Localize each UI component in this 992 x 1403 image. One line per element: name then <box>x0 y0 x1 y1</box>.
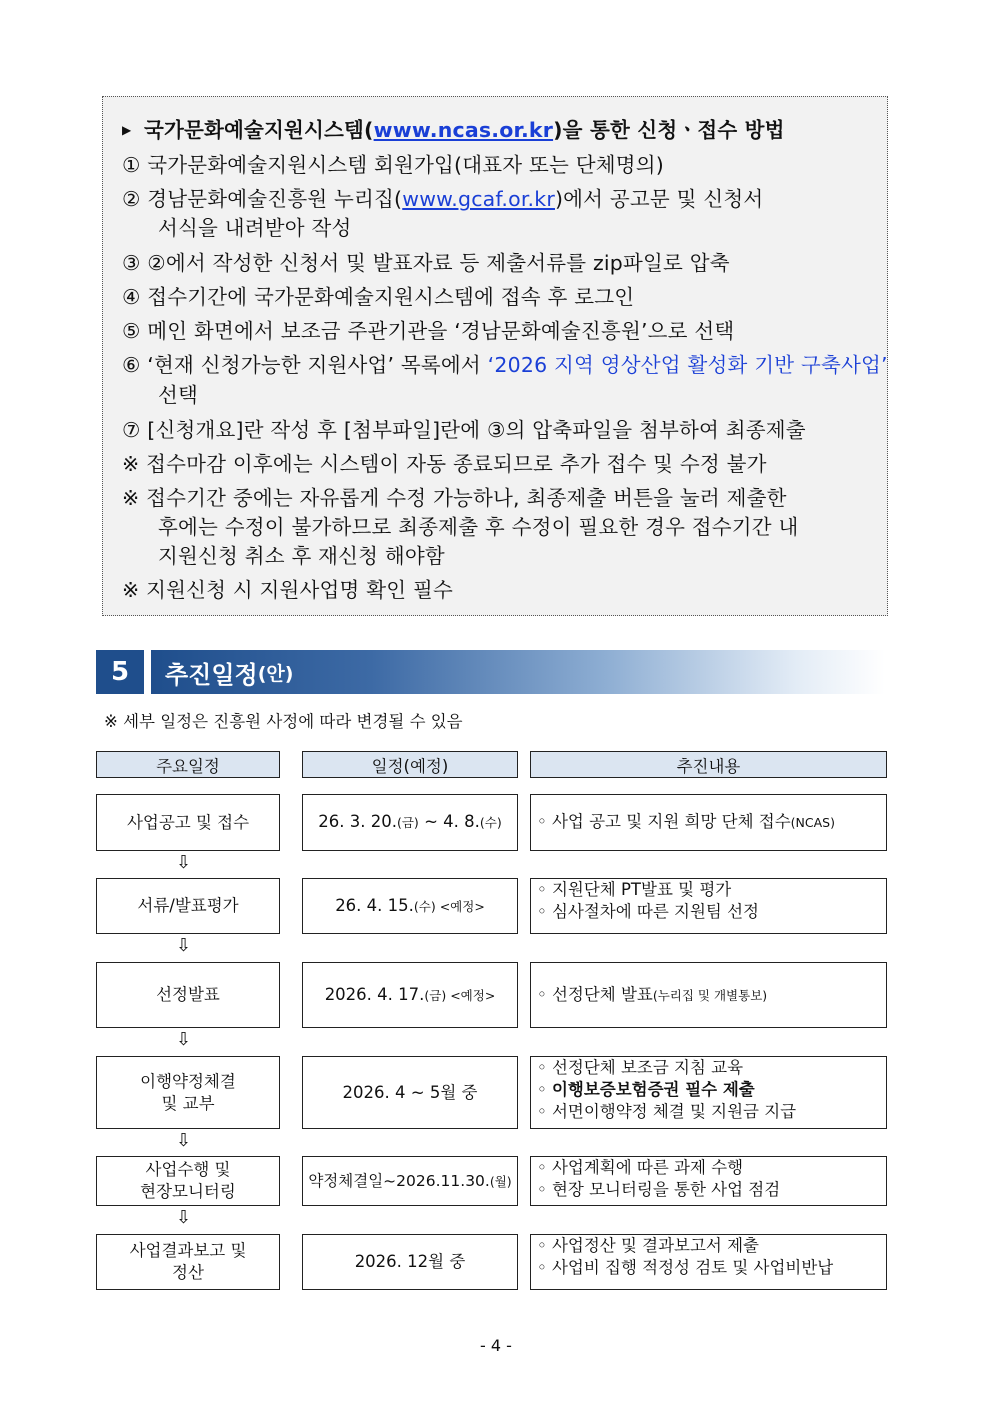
down-arrow-icon: ⇩ <box>176 1029 192 1050</box>
note-2: ※ 접수기간 중에는 자유롭게 수정 가능하나, 최종제출 버튼을 눌러 제출한 <box>122 486 787 510</box>
step-4: ④ 접수기간에 국가문화예술지원시스템에 접속 후 로그인 <box>122 285 635 309</box>
row6-content: ◦ 사업정산 및 결과보고서 제출 ◦ 사업비 집행 적정성 검토 및 사업비반납 <box>530 1234 887 1290</box>
row2-content: ◦ 지원단체 PT발표 및 평가 ◦ 심사절차에 따른 지원팀 선정 <box>530 878 887 934</box>
row4-content: ◦ 선정단체 보조금 지침 교육 ◦ 이행보증보험증권 필수 제출 ◦ 서면이행약정 체결 및 지원금 지급 <box>530 1056 887 1129</box>
row1-stage: 사업공고 및 접수 <box>96 794 280 851</box>
row6-stage: 사업결과보고 및 정산 <box>96 1234 280 1290</box>
row3-date: 2026. 4. 17.(금) <예정> <box>302 962 518 1028</box>
step-2: ② 경남문화예술진흥원 누리집(www.gcaf.or.kr)에서 공고문 및 신청서 <box>122 187 764 211</box>
section-title-suffix: (안) <box>257 662 294 685</box>
step-3: ③ ②에서 작성한 신청서 및 발표자료 등 제출서류를 zip파일로 압축 <box>122 251 730 275</box>
page-number: - 4 - <box>480 1336 512 1355</box>
note-1: ※ 접수마감 이후에는 시스템이 자동 종료되므로 추가 접수 및 수정 불가 <box>122 452 767 476</box>
step-5: ⑤ 메인 화면에서 보조금 주관기관을 ‘경남문화예술진흥원’으로 선택 <box>122 319 735 343</box>
row5-date: 약정체결일~2026.11.30.(월) <box>302 1156 518 1206</box>
row3-content: ◦ 선정단체 발표(누리집 및 개별통보) <box>530 962 887 1028</box>
header-stage: 주요일정 <box>96 751 280 778</box>
apply-box-heading: ▶ 국가문화예술지원시스템(www.ncas.or.kr)을 통한 신청ㆍ접수 방법 <box>122 118 785 142</box>
row1-date: 26. 3. 20.(금) ~ 4. 8.(수) <box>302 794 518 851</box>
down-arrow-icon: ⇩ <box>176 852 192 873</box>
row4-stage: 이행약정체결 및 교부 <box>96 1056 280 1129</box>
step-6-cont: 선택 <box>158 383 199 407</box>
note-2-cont-1: 후에는 수정이 불가하므로 최종제출 후 수정이 필요한 경우 접수기간 내 <box>158 515 799 539</box>
section-title: 추진일정 <box>165 660 258 689</box>
row6-date: 2026. 12월 중 <box>302 1234 518 1290</box>
row5-stage: 사업수행 및 현장모니터링 <box>96 1156 280 1206</box>
section-number: 5 <box>96 650 144 694</box>
section-title-bar <box>151 650 885 694</box>
step-1: ① 국가문화예술지원시스템 회원가입(대표자 또는 단체명의) <box>122 153 664 177</box>
row1-content: ◦ 사업 공고 및 지원 희망 단체 접수(NCAS) <box>530 794 887 851</box>
row3-stage: 선정발표 <box>96 962 280 1028</box>
ncas-link[interactable]: www.ncas.or.kr <box>373 118 554 142</box>
note-2-cont-2: 지원신청 취소 후 재신청 해야함 <box>158 544 445 568</box>
step-7: ⑦ [신청개요]란 작성 후 [첨부파일]란에 ③의 압축파일을 첨부하여 최종제출 <box>122 418 806 442</box>
row2-stage: 서류/발표평가 <box>96 878 280 934</box>
step-6: ⑥ ‘현재 신청가능한 지원사업’ 목록에서 ‘2026 지역 영상산업 활성화 기반 구축사업’ <box>122 353 888 377</box>
schedule-note: ※ 세부 일정은 진흥원 사정에 따라 변경될 수 있음 <box>104 712 463 731</box>
down-arrow-icon: ⇩ <box>176 935 192 956</box>
triangle-bullet-icon: ▶ <box>122 123 132 137</box>
note-3: ※ 지원신청 시 지원사업명 확인 필수 <box>122 578 453 602</box>
step-2-cont: 서식을 내려받아 작성 <box>158 216 352 240</box>
down-arrow-icon: ⇩ <box>176 1130 192 1151</box>
header-content: 추진내용 <box>530 751 887 778</box>
gcaf-link[interactable]: www.gcaf.or.kr <box>402 187 555 211</box>
header-date: 일정(예정) <box>302 751 518 778</box>
row2-date: 26. 4. 15.(수) <예정> <box>302 878 518 934</box>
row5-content: ◦ 사업계획에 따른 과제 수행 ◦ 현장 모니터링을 통한 사업 점검 <box>530 1156 887 1206</box>
row4-date: 2026. 4 ~ 5월 중 <box>302 1056 518 1129</box>
down-arrow-icon: ⇩ <box>176 1207 192 1228</box>
